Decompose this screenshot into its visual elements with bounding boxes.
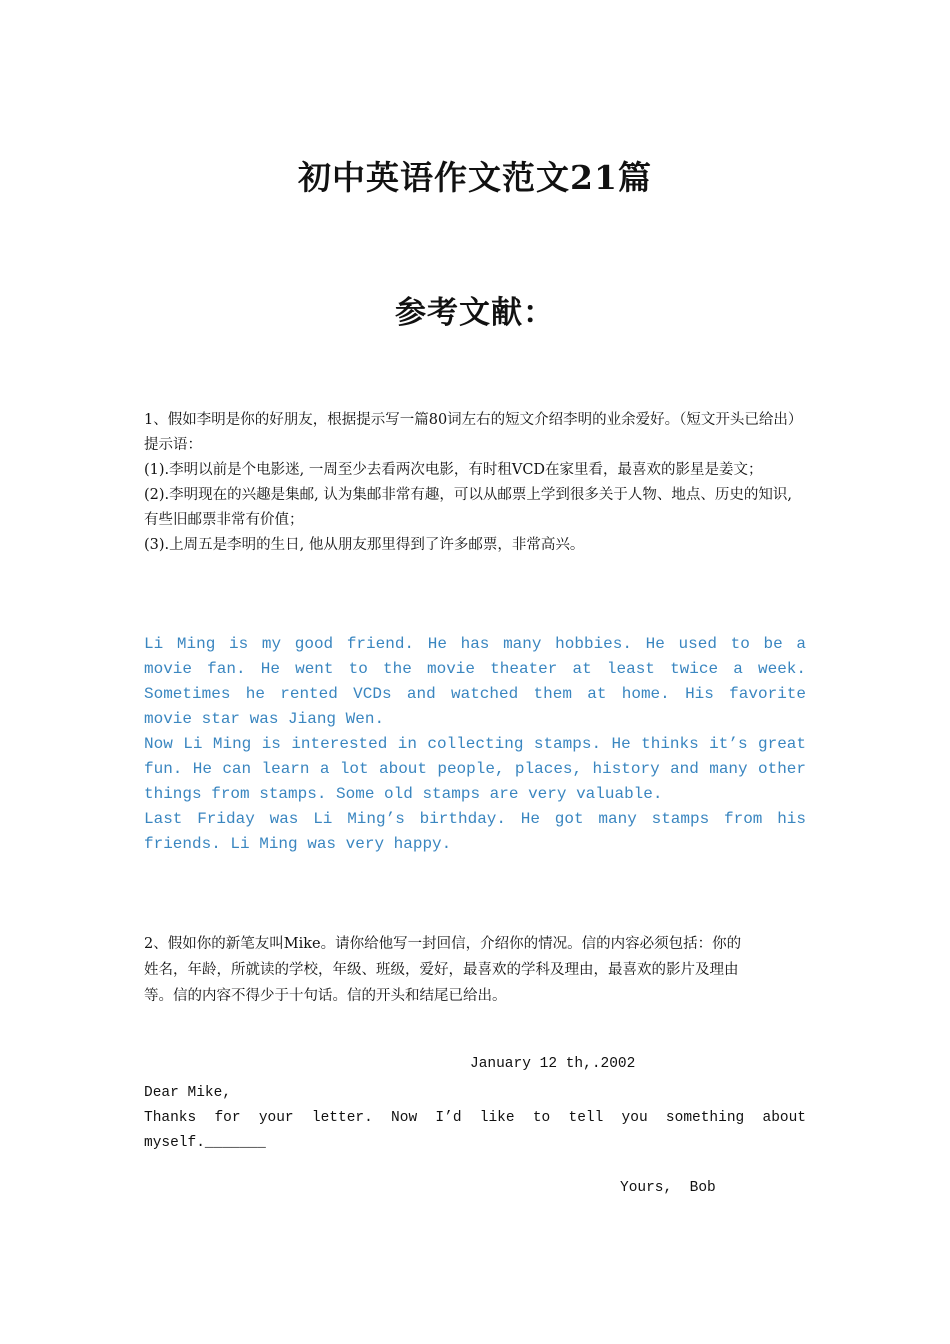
question-1: [144, 408, 806, 558]
letter-body: [144, 1081, 806, 1156]
document-title: 初中英语作文范文21篇: [298, 158, 652, 197]
question-1-prompt: 1、假如李明是你的好朋友，根据提示写一篇80词左右的短文介绍李明的业余爱好。（短文开头已给出）: [144, 412, 803, 428]
letter-date: January 12 th,.2002: [470, 1056, 636, 1072]
question-2-prompt: 2、假如你的新笔友叫Mike。请你给他写一封回信，介绍你的情况。信的内容必须包括：你的姓名，年龄，所就读的学校，年级、班级，爱好，最喜欢的学科及理由，最喜欢的影片及理由等。信的内容不得少于十句话。信的开头和结尾已给出。: [144, 936, 742, 1004]
essay-paragraph: Last Friday was Li Ming’s birthday. He got many stamps from his friends. Li Ming was very happy.: [144, 810, 806, 853]
hint-label: 提示语：: [144, 437, 202, 453]
letter-closing: Yours, Bob: [620, 1180, 716, 1196]
letter-line: myself._______: [144, 1135, 266, 1151]
letter-line: Thanks for your letter. Now I’d like to tell you something about: [144, 1110, 806, 1126]
hint-item: (1).李明以前是个电影迷, 一周至少去看两次电影，有时租VCD在家里看，最喜欢的影星是姜文；: [144, 462, 763, 478]
hint-item: (2).李明现在的兴趣是集邮, 认为集邮非常有趣，可以从邮票上学到很多关于人物、地点、历史的知识, 有些旧邮票非常有价值；: [144, 487, 792, 528]
letter-greeting: Dear Mike,: [144, 1085, 232, 1101]
hint-item: (3).上周五是李明的生日, 他从朋友那里得到了许多邮票，非常高兴。: [144, 537, 585, 553]
essay-paragraph: Now Li Ming is interested in collecting stamps. He thinks it’s great fun. He can learn a lot about people, places, history and many other things from stamps. Some old stamps are very valuable.: [144, 735, 806, 803]
essay-paragraph: Li Ming is my good friend. He has many hobbies. He used to be a movie fan. He went to the movie theater at least twice a week. Sometimes he rented VCDs and watched them at home. His favorite movie star was Jiang Wen.: [144, 635, 806, 728]
sample-essay: [144, 632, 806, 857]
document-subtitle: 参考文献：: [395, 295, 555, 331]
